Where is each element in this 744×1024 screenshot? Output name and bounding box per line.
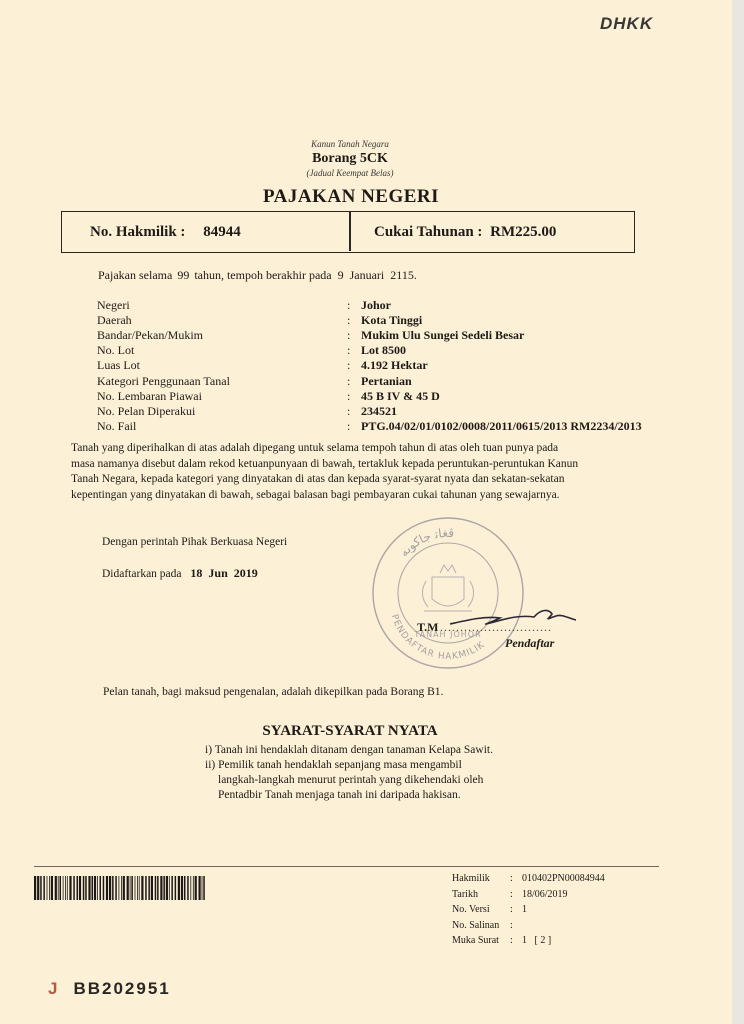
barcode-bar: [160, 876, 162, 900]
detail-colon: :: [347, 298, 351, 312]
barcode-bar: [92, 876, 94, 900]
lease-year: 2115.: [390, 268, 417, 282]
barcode-bar: [34, 876, 36, 900]
box-divider: [349, 212, 351, 251]
hakmilik-cell: [90, 224, 241, 241]
detail-colon: :: [347, 373, 351, 388]
meta-value: 1: [522, 904, 527, 915]
detail-colon: :: [347, 403, 351, 418]
detail-value: 234521: [361, 403, 397, 418]
registrar-seal: [370, 515, 526, 671]
barcode-bar: [184, 876, 186, 900]
serial-prefix: J: [48, 979, 60, 998]
barcode-bar: [100, 876, 102, 900]
barcode-bar: [112, 876, 114, 900]
signature-line: ............................: [440, 620, 552, 634]
form-name: Borang 5CK: [312, 151, 388, 166]
barcode-bar: [109, 876, 111, 900]
detail-label: Negeri: [97, 298, 130, 312]
barcode-bar: [88, 876, 90, 900]
detail-value: Pertanian: [361, 373, 412, 388]
detail-value: PTG.04/02/01/0102/0008/2011/0615/2013 RM2234/2013: [361, 418, 642, 433]
detail-label: Bandar/Pekan/Mukim: [97, 328, 203, 343]
registrar-title: Pendaftar: [505, 636, 555, 650]
barcode-bar: [171, 876, 173, 900]
barcode-bar: [193, 876, 194, 900]
barcode-bar: [37, 876, 39, 900]
page-edge: [732, 0, 744, 1024]
barcode: [34, 876, 206, 900]
barcode-bar: [65, 876, 66, 900]
detail-colon: :: [347, 343, 351, 358]
barcode-bar: [190, 876, 191, 900]
detail-colon: :: [347, 418, 351, 433]
meta-label: No. Salinan: [452, 919, 500, 931]
registered-label: Didaftarkan pada: [102, 568, 182, 580]
barcode-bar: [163, 876, 165, 900]
barcode-bar: [73, 876, 75, 900]
barcode-bar: [94, 876, 96, 900]
paragraph-line: Tanah yang diperihalkan di atas adalah dipegang untuk selama tempoh tahun di atas oleh tuan punya pada: [71, 442, 559, 454]
detail-colon: :: [347, 388, 351, 403]
barcode-bar: [85, 876, 87, 900]
seal-center-text: TANAH JOHOR: [414, 630, 482, 639]
detail-label: Luas Lot: [97, 358, 140, 373]
barcode-bar: [97, 876, 98, 900]
barcode-bar: [69, 876, 71, 900]
lease-text-1: Pajakan selama: [98, 268, 173, 282]
barcode-bar: [195, 876, 197, 900]
detail-label: No. Fail: [97, 418, 137, 433]
detail-label: No. Pelan Diperakui: [97, 403, 196, 418]
condition-line: ii) Pemilik tanah hendaklah sepanjang masa mengambil: [205, 759, 462, 771]
barcode-bar: [79, 876, 81, 900]
conditions-title: SYARAT-SYARAT NYATA: [262, 723, 438, 739]
detail-value: Mukim Ulu Sungei Sedeli Besar: [361, 328, 525, 343]
meta-colon: :: [510, 935, 513, 946]
cukai-cell: [374, 224, 556, 241]
document-code: DHKK: [600, 14, 654, 33]
barcode-bar: [67, 876, 68, 900]
meta-value: 18/06/2019: [522, 888, 568, 900]
barcode-bar: [103, 876, 105, 900]
barcode-bar: [43, 876, 45, 900]
barcode-bar: [40, 876, 42, 900]
barcode-bar: [181, 876, 183, 900]
lease-years: 99: [177, 268, 190, 282]
barcode-bar: [121, 876, 122, 900]
paragraph-line: masa namanya disebut dalam rekod ketuanpunyaan di bawah, tertakluk kepada peruntukan-peruntukan Kanun: [71, 457, 579, 470]
detail-label: No. Lot: [97, 343, 135, 358]
meta-label: Tarikh: [452, 888, 478, 900]
detail-colon: :: [347, 358, 351, 373]
barcode-bar: [58, 876, 59, 900]
barcode-bar: [119, 876, 120, 900]
meta-value: 1 [ 2 ]: [522, 935, 552, 946]
barcode-bar: [106, 876, 108, 900]
footer-rule: [34, 866, 659, 867]
serial-value: BB202951: [73, 979, 171, 998]
meta-label: Hakmilik: [452, 873, 490, 884]
barcode-bar: [123, 876, 125, 900]
barcode-bar: [141, 876, 143, 900]
barcode-bar: [77, 876, 79, 900]
detail-colon: :: [347, 313, 351, 328]
barcode-bar: [175, 876, 177, 900]
detail-value: Kota Tinggi: [361, 313, 423, 328]
registered-date: 18 Jun 2019: [190, 566, 258, 580]
schedule-name: (Jadual Keempat Belas): [306, 168, 394, 178]
barcode-bar: [155, 876, 157, 900]
barcode-bar: [148, 876, 150, 900]
barcode-bar: [83, 876, 85, 900]
document-title: PAJAKAN NEGERI: [262, 186, 440, 207]
paragraph-line: kepentingan yang dinyatakan di bawah, sebagai balasan bagi pembayaran cukai tahunan yang sewajarnya.: [71, 488, 560, 501]
lease-day: 9: [337, 268, 344, 282]
condition-line: Pentadbir Tanah menjaga tanah ini daripada hakisan.: [218, 789, 461, 801]
barcode-bar: [137, 876, 138, 900]
barcode-bar: [47, 876, 48, 900]
barcode-bar: [145, 876, 147, 900]
paragraph-line: Tanah Negara, kepada kategori yang dinyatakan di atas dan kepada syarat-syarat nyata dan sekatan-sekatan: [71, 473, 565, 485]
lease-term: [98, 268, 417, 283]
coat-of-arms-icon: [422, 565, 473, 611]
barcode-bar: [187, 876, 189, 900]
barcode-bar: [135, 876, 136, 900]
barcode-bar: [202, 876, 203, 900]
barcode-bar: [60, 876, 62, 900]
serial-number: [48, 979, 171, 999]
seal-arc-top: ﭬﻐﺎﺗ ﺟﺎﮐﻮبه: [396, 525, 455, 560]
barcode-bar: [151, 876, 153, 900]
barcode-bar: [139, 876, 140, 900]
tenure-paragraph: [71, 441, 661, 503]
detail-label: Daerah: [97, 313, 132, 328]
meta-value: 010402PN00084944: [522, 873, 605, 884]
law-name: Kanun Tanah Negara: [311, 139, 389, 149]
detail-label: No. Lembaran Piawai: [97, 388, 202, 403]
barcode-bar: [115, 876, 117, 900]
meta-colon: :: [510, 904, 513, 915]
detail-value: Lot 8500: [361, 343, 406, 358]
condition-line: langkah-langkah menurut perintah yang dikehendaki oleh: [218, 774, 484, 786]
condition-line: i) Tanah ini hendaklah ditanam dengan tanaman Kelapa Sawit.: [205, 744, 493, 756]
barcode-bar: [203, 876, 205, 900]
meta-colon: :: [510, 888, 513, 900]
meta-colon: :: [510, 873, 513, 884]
order-text: Dengan perintah Pihak Berkuasa Negeri: [102, 536, 288, 548]
plan-note: Pelan tanah, bagi maksud pengenalan, adalah dikepilkan pada Borang B1.: [103, 686, 444, 698]
barcode-bar: [178, 876, 180, 900]
signature-tm: T.M: [417, 620, 439, 634]
barcode-bar: [63, 876, 64, 900]
barcode-bar: [166, 876, 168, 900]
detail-value: Johor: [361, 298, 391, 312]
meta-label: No. Versi: [452, 904, 490, 915]
registration-line: [102, 566, 258, 581]
cukai-label: Cukai Tahunan :: [374, 224, 483, 240]
barcode-bar: [131, 876, 133, 900]
lease-month: Januari: [349, 268, 385, 282]
detail-value: 45 B IV & 45 D: [361, 388, 440, 403]
barcode-bar: [157, 876, 159, 900]
meta-colon: :: [510, 919, 513, 931]
barcode-bar: [199, 876, 201, 900]
seal-arc-bottom: PENDAFTAR HAKMILIK: [388, 613, 488, 663]
barcode-bar: [169, 876, 170, 900]
barcode-bar: [127, 876, 129, 900]
signature-scribble: [448, 606, 588, 630]
cukai-value: RM225.00: [490, 224, 557, 240]
hakmilik-label: No. Hakmilik :: [90, 224, 186, 240]
barcode-bar: [51, 876, 53, 900]
barcode-bar: [55, 876, 57, 900]
detail-colon: :: [347, 328, 351, 343]
detail-value: 4.192 Hektar: [361, 358, 428, 373]
lease-text-2: tahun, tempoh berakhir pada: [194, 268, 332, 282]
barcode-bar: [49, 876, 50, 900]
title-box: [61, 211, 635, 253]
meta-label: Muka Surat: [452, 935, 499, 946]
barcode-bar: [130, 876, 131, 900]
hakmilik-value: 84944: [203, 224, 241, 240]
detail-label: Kategori Penggunaan Tanal: [97, 373, 230, 388]
